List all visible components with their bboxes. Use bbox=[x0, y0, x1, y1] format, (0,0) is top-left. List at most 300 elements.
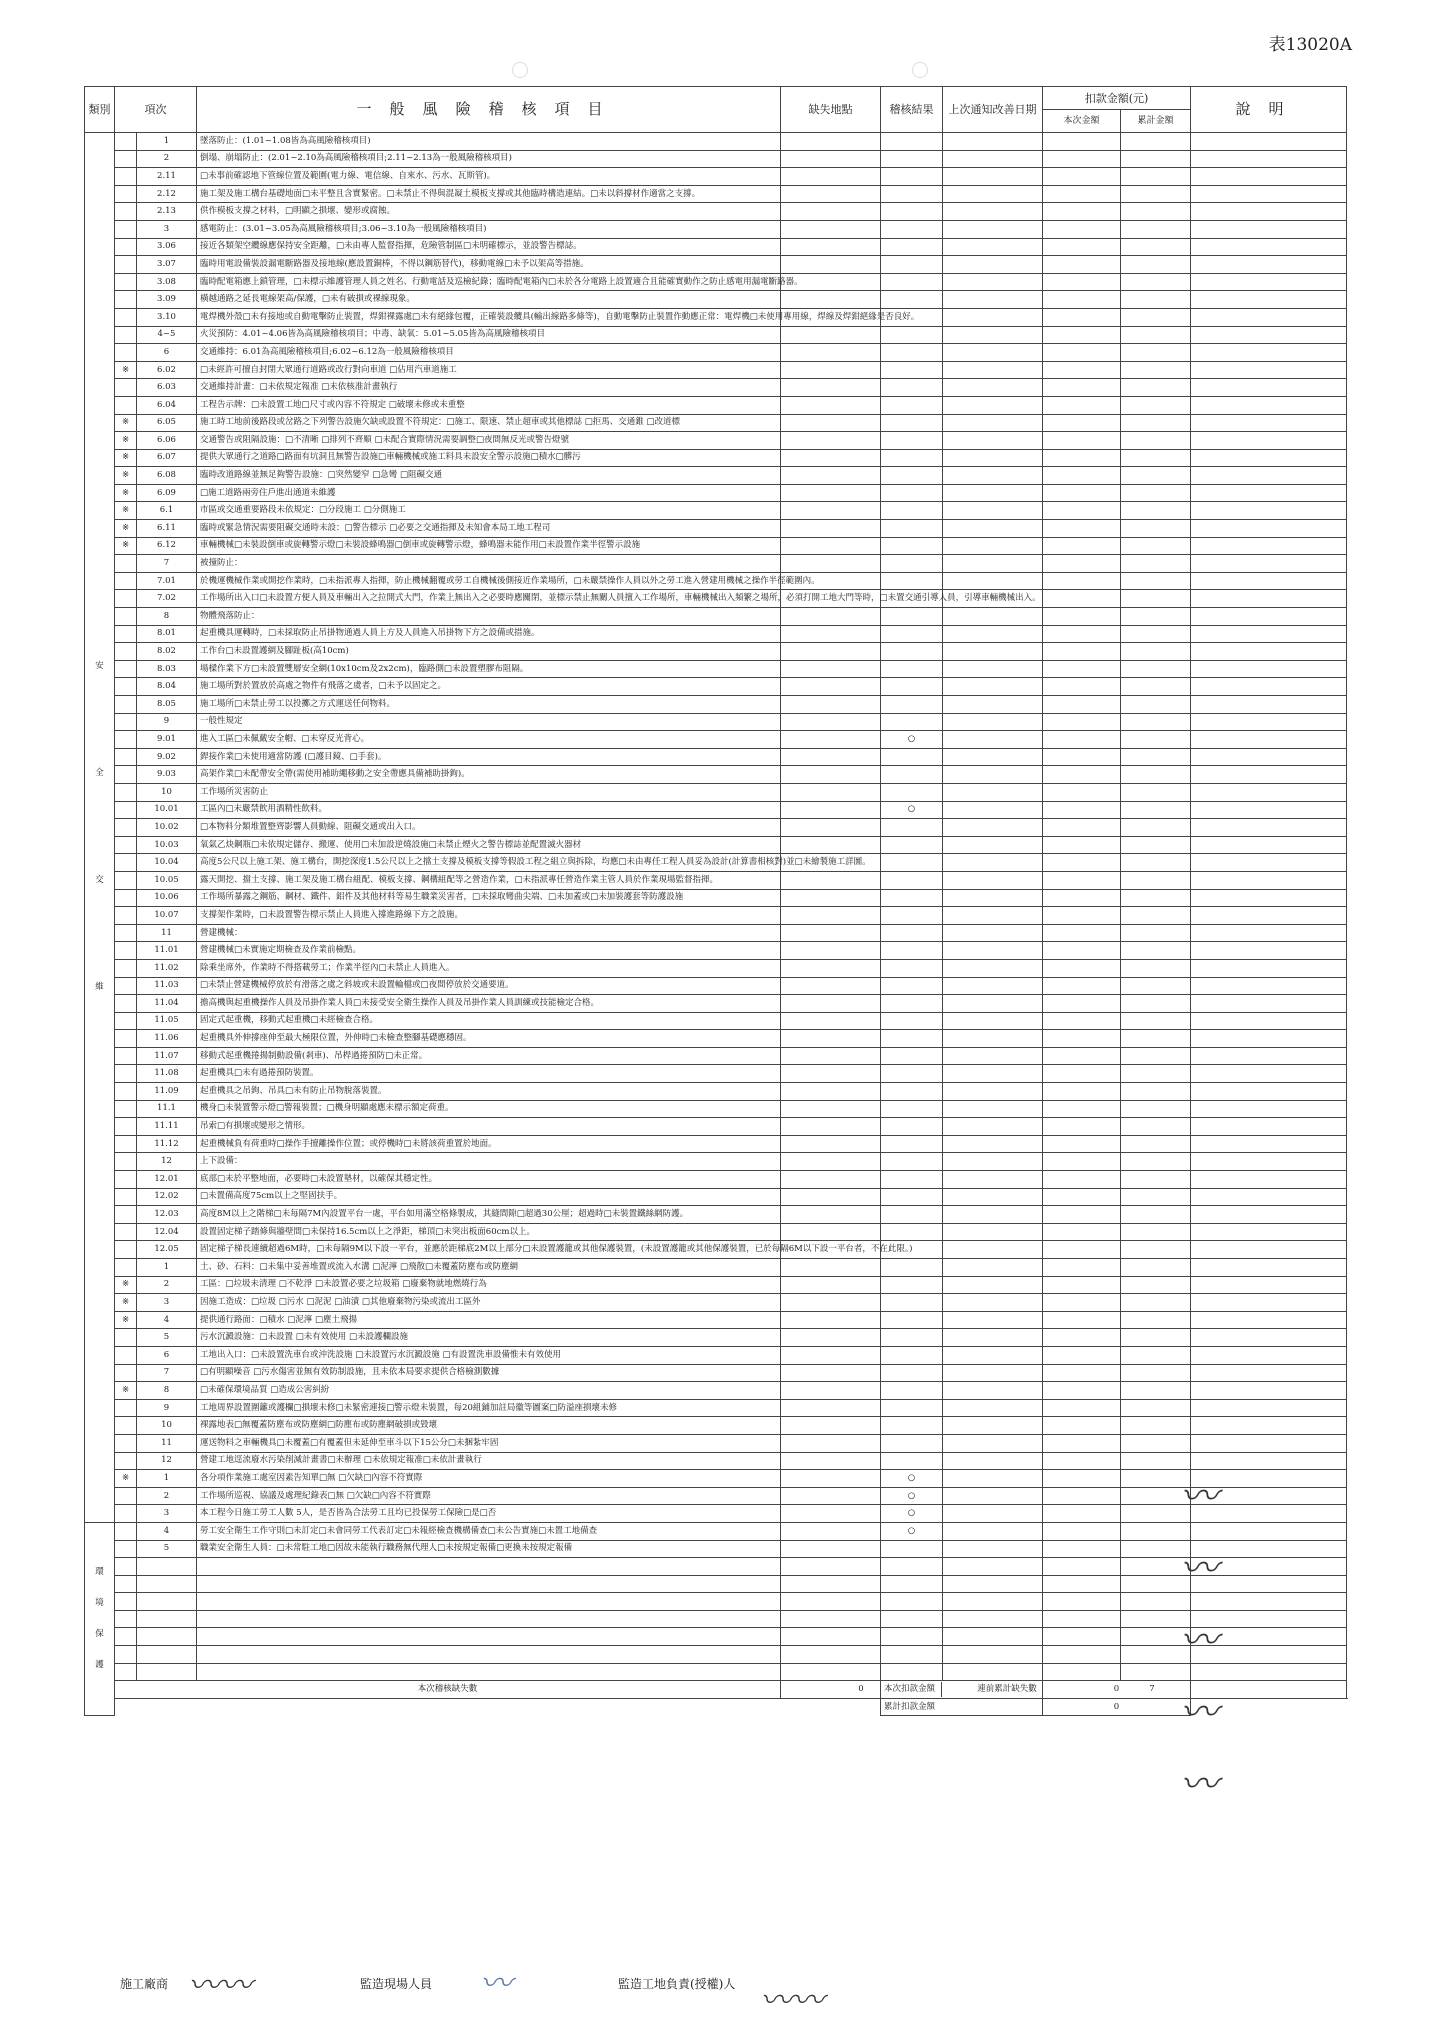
table-row bbox=[85, 150, 1347, 168]
fine-total-cell bbox=[1121, 520, 1191, 538]
item-text: 交通維持：6.01為高風險稽核項目;6.02~6.12為一般風險稽核項目 bbox=[197, 344, 781, 362]
table-row bbox=[85, 678, 1347, 696]
audit-result-cell bbox=[881, 484, 943, 502]
prev-notice-cell bbox=[943, 484, 1043, 502]
defect-location-cell bbox=[781, 168, 881, 186]
fine-total-cell bbox=[1121, 1241, 1191, 1259]
fine-now-cell bbox=[1043, 1065, 1121, 1083]
hazard-mark bbox=[115, 1434, 137, 1452]
item-number: 2.12 bbox=[137, 185, 197, 203]
table-row bbox=[85, 1276, 1347, 1294]
description-cell bbox=[1191, 977, 1347, 995]
fine-total-cell bbox=[1121, 484, 1191, 502]
description-cell bbox=[1191, 924, 1347, 942]
table-row bbox=[85, 1241, 1347, 1259]
description-cell bbox=[1191, 1083, 1347, 1101]
defect-location-cell bbox=[781, 678, 881, 696]
fine-now-cell bbox=[1043, 1593, 1121, 1611]
item-number: 11.12 bbox=[137, 1135, 197, 1153]
item-number: 5 bbox=[137, 1540, 197, 1558]
item-text: 提供大眾通行之道路□路面有坑洞且無警告設施□車輛機械或施工料具未設安全警示設施□積水□髒污 bbox=[197, 449, 781, 467]
description-cell bbox=[1191, 995, 1347, 1013]
fine-total-cell bbox=[1121, 836, 1191, 854]
prev-notice-cell bbox=[943, 326, 1043, 344]
fine-total-cell bbox=[1121, 977, 1191, 995]
defect-location-cell bbox=[781, 942, 881, 960]
prev-notice-cell bbox=[943, 291, 1043, 309]
prev-notice-cell bbox=[943, 1522, 1043, 1540]
table-row bbox=[85, 256, 1347, 274]
description-cell bbox=[1191, 1434, 1347, 1452]
audit-result-cell: ○ bbox=[881, 1522, 943, 1540]
hazard-mark: ※ bbox=[115, 1470, 137, 1488]
description-cell bbox=[1191, 238, 1347, 256]
audit-result-cell bbox=[881, 555, 943, 573]
table-row bbox=[85, 1434, 1347, 1452]
item-text: 電焊機外殼□未有接地或自動電擊防止裝置，焊鉗裸露處□未有絕緣包覆，正確裝設纜具(輸出線路多條等)，自動電擊防止裝置作動應正常：電焊機□未使用專用線，焊線及焊鉗絕緣是否良好。 bbox=[197, 308, 781, 326]
defect-location-cell bbox=[781, 449, 881, 467]
audit-result-cell bbox=[881, 1030, 943, 1048]
fine-total-cell bbox=[1121, 748, 1191, 766]
item-number: 8.05 bbox=[137, 696, 197, 714]
item-number: 11.07 bbox=[137, 1047, 197, 1065]
prev-notice-cell bbox=[943, 1558, 1043, 1576]
item-text: 移動式起重機捲揚制動設備(剎車)、吊桿過捲預防□未正常。 bbox=[197, 1047, 781, 1065]
item-text: 車輛機械□未裝設倒車或旋轉警示燈□未裝設蜂鳴器□倒車或旋轉警示燈，蜂鳴器未能作用□未設置作業半徑警示設施 bbox=[197, 537, 781, 555]
item-number: 10.06 bbox=[137, 889, 197, 907]
defect-location-cell bbox=[781, 502, 881, 520]
description-cell bbox=[1191, 449, 1347, 467]
defect-location-cell bbox=[781, 1434, 881, 1452]
hazard-mark bbox=[115, 696, 137, 714]
fine-now-cell bbox=[1043, 396, 1121, 414]
table-row bbox=[85, 1171, 1347, 1189]
prev-notice-cell bbox=[943, 467, 1043, 485]
description-cell bbox=[1191, 344, 1347, 362]
col-fine-now: 本次金額 bbox=[1043, 110, 1121, 133]
defect-location-cell bbox=[781, 484, 881, 502]
item-text bbox=[197, 1593, 781, 1611]
fine-total-cell bbox=[1121, 467, 1191, 485]
audit-result-cell: ○ bbox=[881, 801, 943, 819]
item-number: 2.13 bbox=[137, 203, 197, 221]
fine-now-cell bbox=[1043, 238, 1121, 256]
hazard-mark: ※ bbox=[115, 1276, 137, 1294]
fine-total-cell bbox=[1121, 555, 1191, 573]
item-number: 3 bbox=[137, 1505, 197, 1523]
fine-now-cell bbox=[1043, 1294, 1121, 1312]
item-text: 高度8M以上之階梯□未每隔7M內設置平台一處，平台如用滿空格條製成，其縫間隙□超過30公厘；超過時□未裝置鐵絲網防護。 bbox=[197, 1206, 781, 1224]
this-fine-value: 0 bbox=[1043, 1681, 1191, 1699]
item-number: 12.04 bbox=[137, 1223, 197, 1241]
audit-result-cell bbox=[881, 326, 943, 344]
fine-now-cell bbox=[1043, 572, 1121, 590]
prev-notice-cell bbox=[943, 977, 1043, 995]
item-text: 工作場所巡視、協議及處理紀錄表□無 □欠缺□內容不符實際 bbox=[197, 1487, 781, 1505]
item-text: 機身□未裝置警示燈□警報裝置；□機身明顯處應未標示額定荷重。 bbox=[197, 1100, 781, 1118]
fine-total-cell bbox=[1121, 133, 1191, 151]
item-text: 橫越通路之延長電線架高/保護，□未有破損或裸線現象。 bbox=[197, 291, 781, 309]
table-row bbox=[85, 449, 1347, 467]
hazard-mark bbox=[115, 1065, 137, 1083]
hazard-mark bbox=[115, 238, 137, 256]
table-row bbox=[85, 854, 1347, 872]
table-row bbox=[85, 484, 1347, 502]
item-number: 10.03 bbox=[137, 836, 197, 854]
item-text: 除乘坐席外，作業時不得搭載勞工；作業半徑內□未禁止人員進入。 bbox=[197, 959, 781, 977]
description-cell bbox=[1191, 572, 1347, 590]
description-cell bbox=[1191, 660, 1347, 678]
item-number: 11.01 bbox=[137, 942, 197, 960]
hazard-mark bbox=[115, 1522, 137, 1540]
item-text: 工作台□未設置護網及腳趾板(高10cm) bbox=[197, 643, 781, 661]
item-text: 各分項作業施工處室因素告知單□無 □欠缺□內容不符實際 bbox=[197, 1470, 781, 1488]
prev-notice-cell bbox=[943, 1487, 1043, 1505]
table-row bbox=[85, 1470, 1347, 1488]
defect-location-cell bbox=[781, 1628, 881, 1646]
table-row bbox=[85, 1294, 1347, 1312]
description-cell bbox=[1191, 168, 1347, 186]
audit-result-cell bbox=[881, 432, 943, 450]
defect-location-cell bbox=[781, 1083, 881, 1101]
fine-total-cell bbox=[1121, 256, 1191, 274]
fine-now-cell bbox=[1043, 537, 1121, 555]
prev-notice-cell bbox=[943, 836, 1043, 854]
item-text: 臨時配電箱應上鎖管理，□未標示維護管理人員之姓名、行動電話及巡檢紀錄；臨時配電箱內□未於各分電路上設置適合且能確實動作之防止感電用漏電斷路器。 bbox=[197, 273, 781, 291]
hazard-mark bbox=[115, 1083, 137, 1101]
item-number: 4 bbox=[137, 1311, 197, 1329]
item-text: 物體飛落防止： bbox=[197, 608, 781, 626]
item-number: 7.01 bbox=[137, 572, 197, 590]
item-number: 2 bbox=[137, 1276, 197, 1294]
prev-notice-cell bbox=[943, 1188, 1043, 1206]
description-cell bbox=[1191, 1311, 1347, 1329]
fine-total-cell bbox=[1121, 871, 1191, 889]
audit-result-cell bbox=[881, 1593, 943, 1611]
prev-notice-cell bbox=[943, 801, 1043, 819]
defect-location-cell bbox=[781, 660, 881, 678]
table-row bbox=[85, 502, 1347, 520]
fine-total-cell bbox=[1121, 220, 1191, 238]
hazard-mark bbox=[115, 854, 137, 872]
item-text: 工作場所出入口□未設置方便人員及車輛出入之拉開式大門，作業上無出入之必要時應關閉，並標示禁止無關人員擅入工作場所，車輛機械出入頻繁之場所，必須打開工地大門等時，□未置交通引導人員，引導車輛機械出入。 bbox=[197, 590, 781, 608]
item-number: 11.09 bbox=[137, 1083, 197, 1101]
table-row bbox=[85, 924, 1347, 942]
description-cell bbox=[1191, 1012, 1347, 1030]
item-text: 銲接作業□未使用適當防護 (□護目鏡、□手套)。 bbox=[197, 748, 781, 766]
prev-notice-cell bbox=[943, 1575, 1043, 1593]
prev-notice-cell bbox=[943, 819, 1043, 837]
fine-total-cell bbox=[1121, 273, 1191, 291]
item-text: 被撞防止： bbox=[197, 555, 781, 573]
item-number: 8.02 bbox=[137, 643, 197, 661]
fine-total-cell bbox=[1121, 1259, 1191, 1277]
table-row bbox=[85, 942, 1347, 960]
description-cell bbox=[1191, 801, 1347, 819]
prev-notice-cell bbox=[943, 1206, 1043, 1224]
audit-result-cell bbox=[881, 203, 943, 221]
fine-now-cell bbox=[1043, 748, 1121, 766]
table-row bbox=[85, 1575, 1347, 1593]
fine-now-cell bbox=[1043, 889, 1121, 907]
category-char: 保 bbox=[95, 1629, 104, 1640]
prev-notice-cell bbox=[943, 238, 1043, 256]
total-fine-label: 累計扣款金額 bbox=[881, 1698, 1043, 1716]
item-text: 支撐架作業時，□未設置警告標示禁止人員進入撐進路線下方之設施。 bbox=[197, 907, 781, 925]
prev-notice-cell bbox=[943, 572, 1043, 590]
description-cell bbox=[1191, 484, 1347, 502]
item-number: 12.01 bbox=[137, 1171, 197, 1189]
table-row bbox=[85, 1505, 1347, 1523]
defect-location-cell bbox=[781, 783, 881, 801]
defects-value: 0 bbox=[858, 1684, 864, 1695]
item-number: 6.12 bbox=[137, 537, 197, 555]
table-row bbox=[85, 1047, 1347, 1065]
description-cell bbox=[1191, 836, 1347, 854]
item-text: 上下設備： bbox=[197, 1153, 781, 1171]
item-text: 交通警告或阻隔設施：□不清晰 □排列不齊順 □未配合實際情況需要調整□夜間無反光或警告燈號 bbox=[197, 432, 781, 450]
col-audit-result: 稽核結果 bbox=[881, 87, 943, 133]
item-text: 市區或交通重要路段未依規定：□分段施工 □分側施工 bbox=[197, 502, 781, 520]
item-text: 因施工造成：□垃圾 □污水 □泥泥 □油漬 □其他廢棄物污染或流出工區外 bbox=[197, 1294, 781, 1312]
prev-notice-cell bbox=[943, 1434, 1043, 1452]
audit-result-cell bbox=[881, 1206, 943, 1224]
table-row bbox=[85, 1083, 1347, 1101]
prev-notice-cell bbox=[943, 1100, 1043, 1118]
defect-location-cell bbox=[781, 432, 881, 450]
item-number: 3.06 bbox=[137, 238, 197, 256]
audit-result-cell bbox=[881, 502, 943, 520]
hazard-mark: ※ bbox=[115, 1294, 137, 1312]
fine-total-cell bbox=[1121, 414, 1191, 432]
table-row bbox=[85, 326, 1347, 344]
description-cell bbox=[1191, 379, 1347, 397]
fine-total-cell bbox=[1121, 1153, 1191, 1171]
item-number: 4~5 bbox=[137, 326, 197, 344]
defect-location-cell bbox=[781, 1294, 881, 1312]
fine-now-cell bbox=[1043, 977, 1121, 995]
audit-result-cell bbox=[881, 1047, 943, 1065]
defect-location-cell bbox=[781, 819, 881, 837]
prev-notice-cell bbox=[943, 748, 1043, 766]
item-text: 起重機具運轉時，□未採取防止吊掛物通過人員上方及人員進入吊掛物下方之設備或措施。 bbox=[197, 625, 781, 643]
audit-result-cell bbox=[881, 361, 943, 379]
audit-result-cell bbox=[881, 150, 943, 168]
prev-notice-cell bbox=[943, 203, 1043, 221]
hazard-mark bbox=[115, 220, 137, 238]
prev-notice-cell bbox=[943, 959, 1043, 977]
defect-location-cell bbox=[781, 238, 881, 256]
fine-total-cell bbox=[1121, 1100, 1191, 1118]
defect-location-cell bbox=[781, 731, 881, 749]
item-number: 7 bbox=[137, 555, 197, 573]
category-char: 環 bbox=[95, 1567, 104, 1578]
prev-notice-cell bbox=[943, 1223, 1043, 1241]
item-text: 工區：□垃圾未清理 □不乾淨 □未設置必要之垃圾箱 □廢棄物就地燃燒行為 bbox=[197, 1276, 781, 1294]
item-number bbox=[137, 1663, 197, 1681]
col-audit-item: 一般風險稽核項目 bbox=[197, 87, 781, 133]
fine-total-cell bbox=[1121, 924, 1191, 942]
table-row bbox=[85, 1118, 1347, 1136]
fine-now-cell bbox=[1043, 1241, 1121, 1259]
contractor-label: 施工廠商 bbox=[120, 1977, 169, 1991]
prev-notice-cell bbox=[943, 942, 1043, 960]
hazard-mark bbox=[115, 766, 137, 784]
defect-location-cell bbox=[781, 133, 881, 151]
table-row bbox=[85, 1012, 1347, 1030]
item-text: 工地周界設置圍籬或護欄□損壞未修□未緊密連接□警示燈未裝置，每20組鋪加註局徽等圖案□防溢座損壞未修 bbox=[197, 1399, 781, 1417]
prev-notice-cell bbox=[943, 1346, 1043, 1364]
audit-result-cell: ○ bbox=[881, 1470, 943, 1488]
item-number bbox=[137, 1610, 197, 1628]
description-cell bbox=[1191, 396, 1347, 414]
item-number: 6.02 bbox=[137, 361, 197, 379]
audit-result-cell bbox=[881, 1065, 943, 1083]
table-row bbox=[85, 836, 1347, 854]
audit-result-cell bbox=[881, 344, 943, 362]
audit-result-cell bbox=[881, 1329, 943, 1347]
defect-location-cell bbox=[781, 396, 881, 414]
fine-now-cell bbox=[1043, 1223, 1121, 1241]
item-number: 6 bbox=[137, 1346, 197, 1364]
description-cell bbox=[1191, 1364, 1347, 1382]
table-row bbox=[85, 572, 1347, 590]
defect-location-cell bbox=[781, 1558, 881, 1576]
item-text: 感電防止：(3.01~3.05為高風險稽核項目;3.06~3.10為一般風險稽核項目) bbox=[197, 220, 781, 238]
description-cell bbox=[1191, 326, 1347, 344]
fine-now-cell bbox=[1043, 1153, 1121, 1171]
fine-total-cell bbox=[1121, 590, 1191, 608]
description-cell bbox=[1191, 133, 1347, 151]
hazard-mark bbox=[115, 1487, 137, 1505]
fine-now-cell bbox=[1043, 801, 1121, 819]
fine-total-cell bbox=[1121, 1382, 1191, 1400]
audit-result-cell bbox=[881, 766, 943, 784]
fine-total-cell bbox=[1121, 1065, 1191, 1083]
item-text: 氧氣乙炔鋼瓶□未依規定儲存、搬運、使用□未加設逆燒設施□未禁止煙火之警告標誌並配置滅火器材 bbox=[197, 836, 781, 854]
hazard-mark bbox=[115, 1558, 137, 1576]
prev-notice-cell bbox=[943, 1470, 1043, 1488]
fine-total-cell bbox=[1121, 608, 1191, 626]
item-text bbox=[197, 1663, 781, 1681]
summary-row bbox=[85, 1698, 1347, 1716]
audit-result-cell bbox=[881, 1259, 943, 1277]
item-number: 3.09 bbox=[137, 291, 197, 309]
item-text: 運送物料之車輛機具□未覆蓋□有覆蓋但未延伸至車斗以下15公分□未捆紮牢固 bbox=[197, 1434, 781, 1452]
item-number: 9 bbox=[137, 1399, 197, 1417]
item-text: □施工道路兩旁住戶進出通道未維護 bbox=[197, 484, 781, 502]
table-row bbox=[85, 396, 1347, 414]
prev-notice-cell bbox=[943, 414, 1043, 432]
defect-location-cell bbox=[781, 1276, 881, 1294]
description-cell bbox=[1191, 1329, 1347, 1347]
item-text: 倒塌、崩塌防止：(2.01~2.10為高風險稽核項目;2.11~2.13為一般風險稽核項目) bbox=[197, 150, 781, 168]
defect-location-cell bbox=[781, 995, 881, 1013]
prev-notice-cell bbox=[943, 273, 1043, 291]
fine-now-cell bbox=[1043, 1118, 1121, 1136]
hazard-mark bbox=[115, 1628, 137, 1646]
item-number: 3 bbox=[137, 1294, 197, 1312]
defect-location-cell bbox=[781, 555, 881, 573]
col-prev-notice: 上次通知改善日期 bbox=[943, 87, 1043, 133]
fine-now-cell bbox=[1043, 1646, 1121, 1664]
fine-now-cell bbox=[1043, 959, 1121, 977]
item-text: 高架作業□未配帶安全帶(需使用補助繩移動之安全帶應具備補助掛鉤)。 bbox=[197, 766, 781, 784]
table-row bbox=[85, 696, 1347, 714]
defect-location-cell bbox=[781, 1188, 881, 1206]
fine-now-cell bbox=[1043, 1663, 1121, 1681]
description-cell bbox=[1191, 1294, 1347, 1312]
fine-now-cell bbox=[1043, 432, 1121, 450]
fine-now-cell bbox=[1043, 1434, 1121, 1452]
item-text: □未經許可擅自封閉大眾通行道路或改行對向車道 □佔用汽車道施工 bbox=[197, 361, 781, 379]
fine-now-cell bbox=[1043, 1329, 1121, 1347]
defect-location-cell bbox=[781, 150, 881, 168]
item-number: 10.04 bbox=[137, 854, 197, 872]
hazard-mark: ※ bbox=[115, 449, 137, 467]
table-row bbox=[85, 379, 1347, 397]
fine-total-cell bbox=[1121, 1329, 1191, 1347]
hazard-mark: ※ bbox=[115, 467, 137, 485]
item-text: 接近各類架空纜線應保持安全距離，□未由專人監督指揮，危險管制區□未明確標示，並設警告標誌。 bbox=[197, 238, 781, 256]
description-cell bbox=[1191, 150, 1347, 168]
item-text: 露天開挖、擋土支撐、施工架及施工構台組配、模板支撐、鋼構組配等之營造作業，□未指派專任營造作業主管人員於作業現場監督指揮。 bbox=[197, 871, 781, 889]
item-number: 11.1 bbox=[137, 1100, 197, 1118]
hazard-mark bbox=[115, 643, 137, 661]
fine-now-cell bbox=[1043, 256, 1121, 274]
fine-now-cell bbox=[1043, 1487, 1121, 1505]
audit-result-cell bbox=[881, 414, 943, 432]
hazard-mark bbox=[115, 1118, 137, 1136]
hazard-mark bbox=[115, 1505, 137, 1523]
supervisor-signature: 〰 bbox=[480, 1964, 513, 2002]
hazard-mark bbox=[115, 678, 137, 696]
prev-notice-cell bbox=[943, 220, 1043, 238]
fine-total-cell bbox=[1121, 1399, 1191, 1417]
item-text: 高度5公尺以上施工架、施工構台，開挖深度1.5公尺以上之擋土支撐及模板支撐等假設工程之組立與拆除，均應□未由專任工程人員妥為設計(計算書相核對)並□未繪製施工詳圖。 bbox=[197, 854, 781, 872]
fine-total-cell bbox=[1121, 1206, 1191, 1224]
fine-now-cell bbox=[1043, 608, 1121, 626]
item-number: 10.05 bbox=[137, 871, 197, 889]
item-number bbox=[137, 1646, 197, 1664]
fine-total-cell bbox=[1121, 1083, 1191, 1101]
defects-label: 本次稽核缺失數 bbox=[115, 1681, 781, 1699]
fine-now-cell bbox=[1043, 1540, 1121, 1558]
item-text: 污水沉澱設施：□未設置 □未有效使用 □未設護欄設施 bbox=[197, 1329, 781, 1347]
table-row bbox=[85, 344, 1347, 362]
description-cell bbox=[1191, 748, 1347, 766]
hazard-mark bbox=[115, 977, 137, 995]
prev-notice-cell bbox=[943, 1294, 1043, 1312]
fine-now-cell bbox=[1043, 168, 1121, 186]
prev-notice-cell bbox=[943, 1646, 1043, 1664]
audit-result-cell bbox=[881, 1364, 943, 1382]
audit-result-cell bbox=[881, 1188, 943, 1206]
category-char: 交 bbox=[95, 875, 104, 886]
defect-location-cell bbox=[781, 924, 881, 942]
audit-result-cell bbox=[881, 608, 943, 626]
col-defect-location: 缺失地點 bbox=[781, 87, 881, 133]
prev-notice-cell bbox=[943, 1364, 1043, 1382]
audit-result-cell bbox=[881, 1417, 943, 1435]
item-number: 8.03 bbox=[137, 660, 197, 678]
prev-notice-cell bbox=[943, 1628, 1043, 1646]
hazard-mark bbox=[115, 1540, 137, 1558]
table-row bbox=[85, 1329, 1347, 1347]
fine-total-cell bbox=[1121, 150, 1191, 168]
table-row bbox=[85, 1135, 1347, 1153]
hazard-mark bbox=[115, 185, 137, 203]
